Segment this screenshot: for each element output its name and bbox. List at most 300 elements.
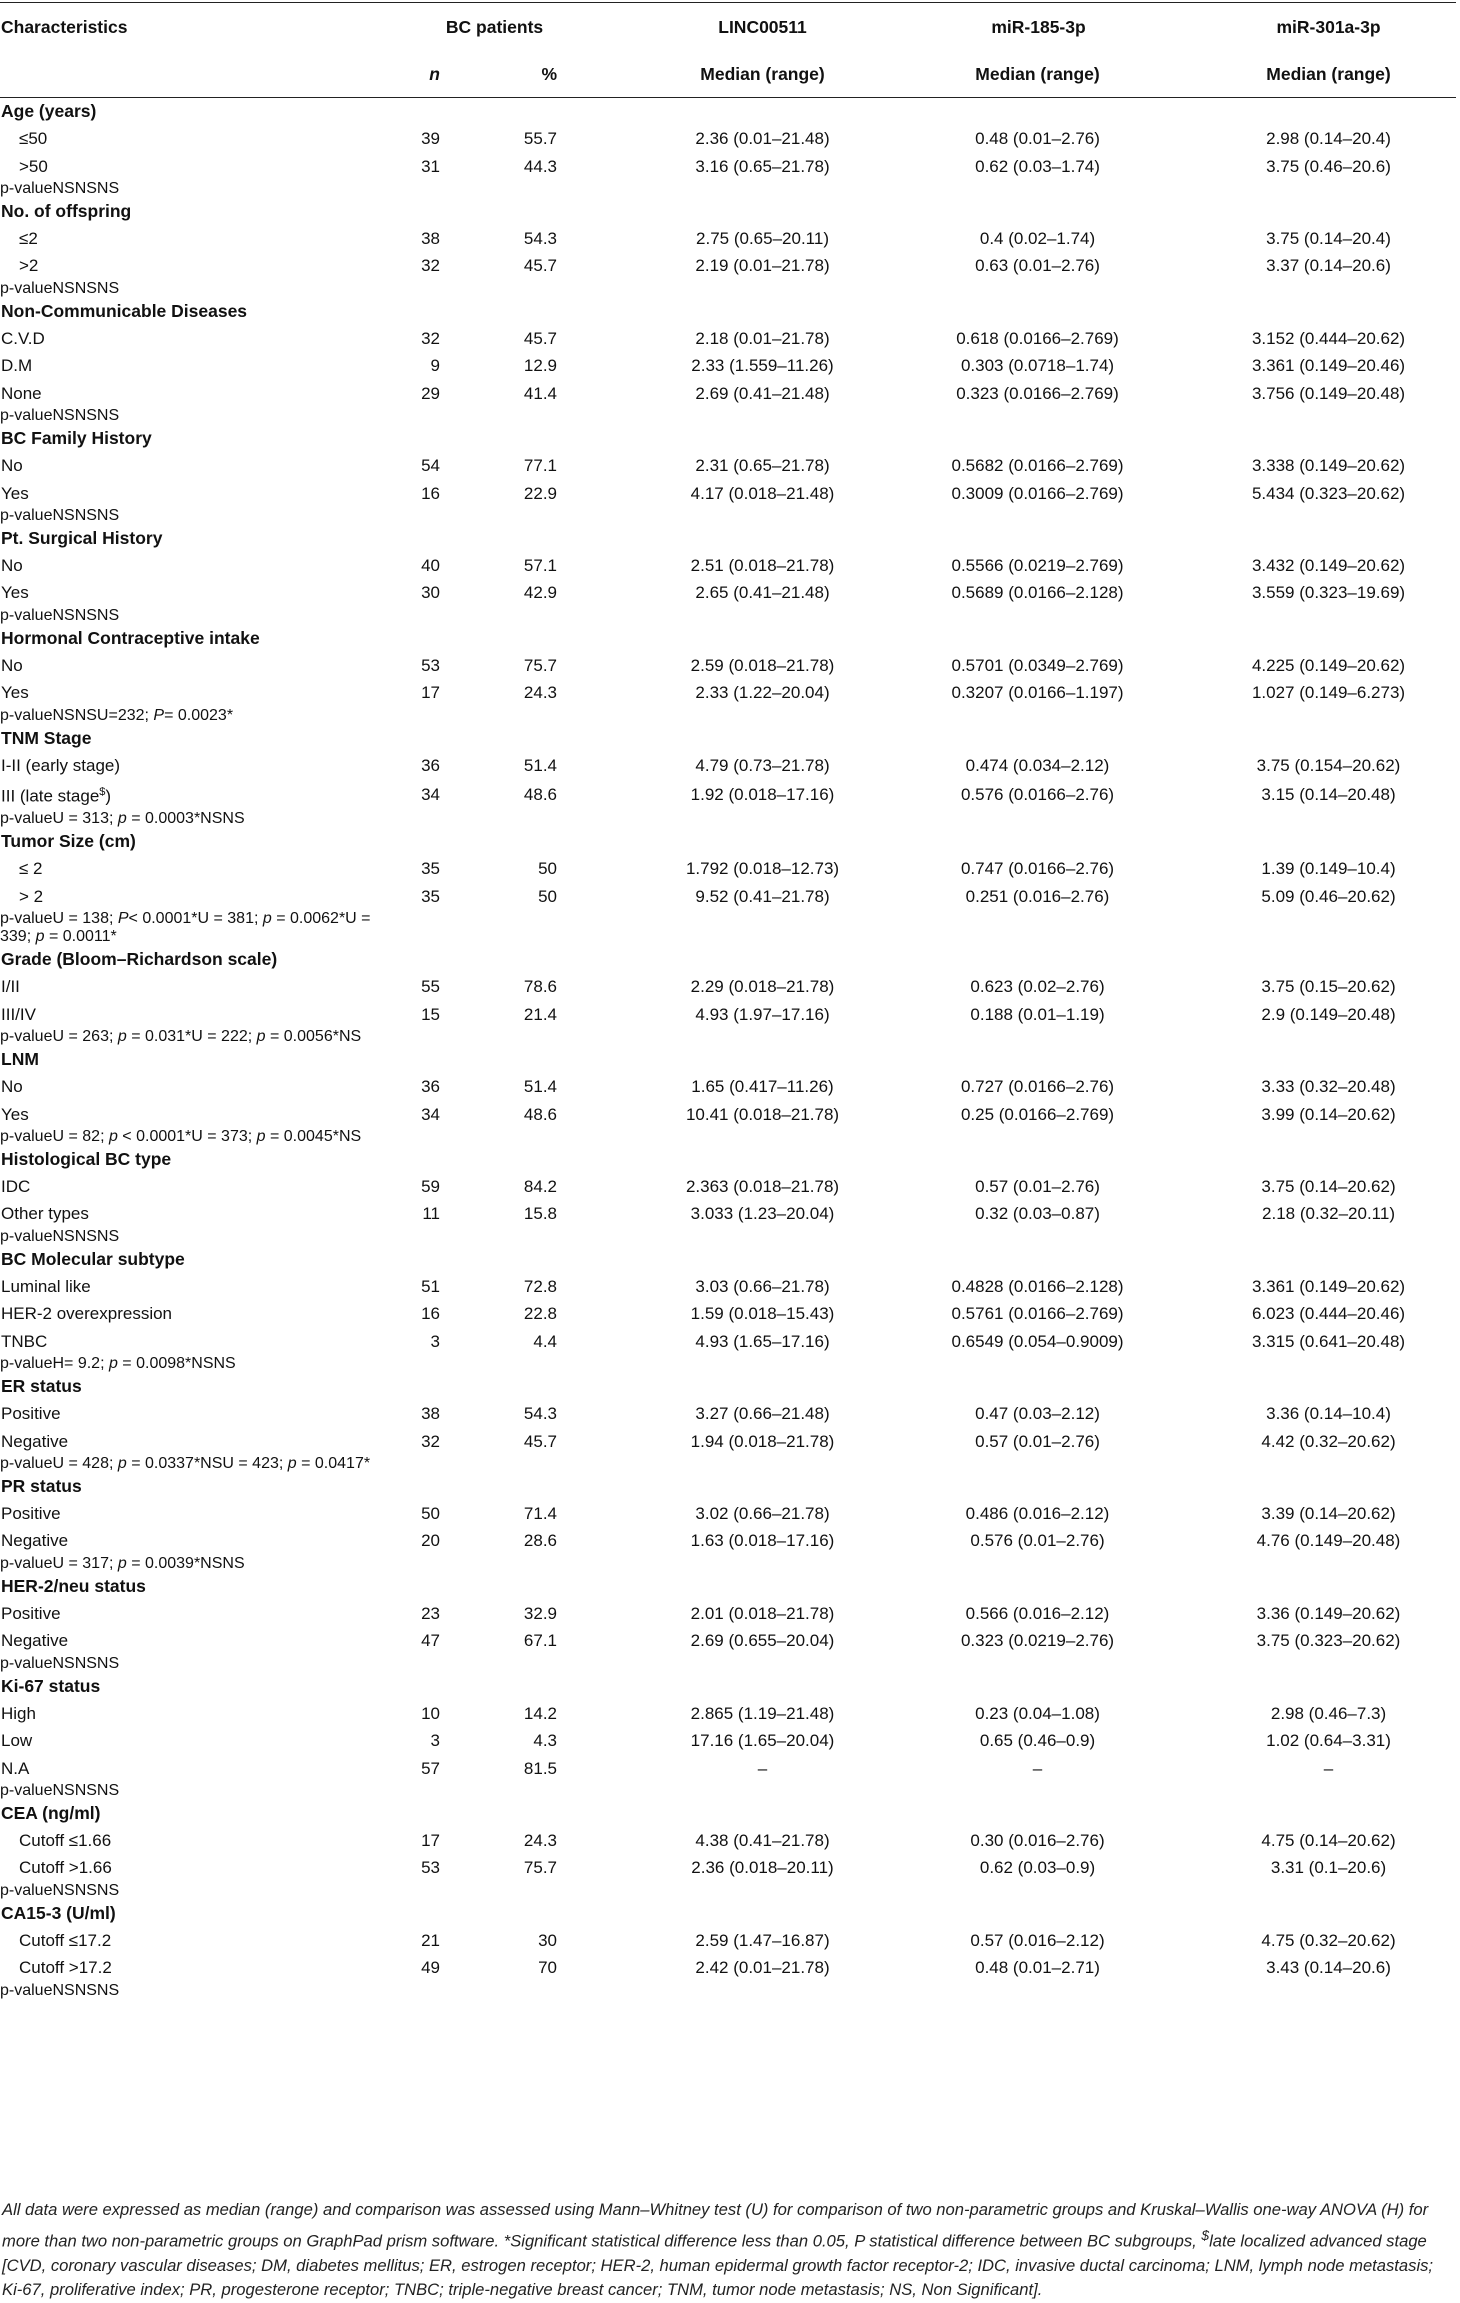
row-linc: 3.27 (0.66–21.48) <box>695 1404 830 1424</box>
table-row <box>0 1755 1456 1782</box>
row-n: 54 <box>421 456 440 476</box>
section-title: Tumor Size (cm) <box>1 831 136 852</box>
row-label: Negative <box>1 1531 69 1551</box>
row-label: Yes <box>1 583 29 603</box>
header-linc-median: Median (range) <box>595 51 910 98</box>
row-pct: 54.3 <box>523 1404 558 1424</box>
table-row <box>0 1001 1456 1028</box>
row-pct: 72.8 <box>523 1277 558 1297</box>
row-linc: 2.65 (0.41–21.48) <box>695 583 830 603</box>
row-linc: 3.16 (0.65–21.78) <box>695 156 830 176</box>
table-row <box>0 1600 1456 1627</box>
header-mir185 <box>910 3 1165 52</box>
header-row-2 <box>0 51 1456 98</box>
row-mir185: 0.48 (0.01–2.71) <box>975 1958 1100 1978</box>
header-mir301-median: Median (range) <box>1165 51 1456 98</box>
row-mir185: 0.62 (0.03–1.74) <box>975 156 1100 176</box>
table-body <box>0 98 1456 2000</box>
row-linc: 17.16 (1.65–20.04) <box>690 1731 835 1751</box>
row-mir185: 0.303 (0.0718–1.74) <box>960 356 1115 376</box>
row-linc: 4.93 (1.97–17.16) <box>695 1004 830 1024</box>
row-mir301: 3.756 (0.149–20.48) <box>1251 383 1406 403</box>
section-row <box>0 1146 1456 1173</box>
section-title: Grade (Bloom–Richardson scale) <box>1 949 278 970</box>
row-n: 21 <box>421 1930 440 1950</box>
table-row <box>0 380 1456 407</box>
row-pct: 22.8 <box>523 1304 558 1324</box>
row-mir301: 2.18 (0.32–20.11) <box>1262 1204 1395 1224</box>
section-row <box>0 98 1456 126</box>
row-label: Low <box>1 1731 33 1751</box>
row-pct: 54.3 <box>523 229 558 249</box>
row-label: Positive <box>1 1404 61 1424</box>
row-mir301: 3.36 (0.149–20.62) <box>1256 1604 1401 1624</box>
pvalue-row: p-valueNSNSNS <box>0 179 120 197</box>
row-n: 32 <box>421 256 440 276</box>
section-title: CEA (ng/ml) <box>1 1802 101 1823</box>
row-mir185: 0.6549 (0.054–0.9009) <box>951 1331 1124 1351</box>
row-mir301: 3.559 (0.323–19.69) <box>1251 583 1406 603</box>
row-label: > 2 <box>19 886 44 906</box>
section-title: PR status <box>1 1475 82 1496</box>
row-n: 53 <box>421 1858 440 1878</box>
row-pct: 67.1 <box>523 1631 558 1651</box>
row-mir185: 0.747 (0.0166–2.76) <box>960 859 1115 879</box>
row-label: I/II <box>1 977 20 997</box>
row-label: ≤2 <box>19 229 38 249</box>
pvalue-row: p-valueNSNSNS <box>0 406 120 424</box>
row-n: 15 <box>421 1004 440 1024</box>
row-label-text: III (late stage <box>1 786 100 806</box>
row-n: 55 <box>421 977 440 997</box>
row-label: Other types <box>1 1204 89 1224</box>
table-row <box>0 153 1456 180</box>
header-blank <box>0 51 375 98</box>
row-label: Positive <box>1 1504 61 1524</box>
row-pct: 55.7 <box>523 129 558 149</box>
row-linc: 4.17 (0.018–21.48) <box>690 483 835 503</box>
row-n: 59 <box>421 1177 440 1197</box>
pvalue-row: p-valueNSNSNS <box>0 1881 120 1899</box>
row-pct: 48.6 <box>523 785 558 805</box>
section-title: BC Molecular subtype <box>1 1248 185 1269</box>
row-n: 51 <box>421 1277 440 1297</box>
row-mir301: 3.31 (0.1–20.6) <box>1270 1858 1387 1878</box>
pvalue-row: p-valueU = 317; p = 0.0039*NSNS <box>0 1554 245 1572</box>
pvalue-row: p-valueNSNSNS <box>0 1981 120 1999</box>
table-row <box>0 883 1456 910</box>
row-label-after: ) <box>105 786 112 806</box>
row-linc: 2.18 (0.01–21.78) <box>695 329 830 349</box>
row-n: 16 <box>421 1304 440 1324</box>
row-mir185: 0.62 (0.03–0.9) <box>979 1858 1096 1878</box>
row-mir185: 0.188 (0.01–1.19) <box>970 1004 1105 1024</box>
row-mir301: 3.99 (0.14–20.62) <box>1261 1104 1396 1124</box>
row-linc: 4.79 (0.73–21.78) <box>695 755 830 775</box>
row-mir185: 0.323 (0.0166–2.769) <box>956 383 1119 403</box>
pvalue-row: p-valueNSNSNS <box>0 1654 120 1672</box>
row-mir301: 3.37 (0.14–20.6) <box>1266 256 1391 276</box>
row-mir185: 0.5682 (0.0166–2.769) <box>951 456 1124 476</box>
row-label: No <box>1 1077 23 1097</box>
table-row <box>0 679 1456 706</box>
row-pct: 50 <box>538 886 558 906</box>
row-mir301: 1.02 (0.64–3.31) <box>1266 1731 1391 1751</box>
row-pct: 51.4 <box>523 1077 558 1097</box>
table-row <box>0 552 1456 579</box>
table-row <box>0 1700 1456 1727</box>
row-n: 35 <box>421 859 440 879</box>
row-label: HER-2 overexpression <box>1 1304 173 1324</box>
section-row <box>0 625 1456 652</box>
row-linc: 2.33 (1.22–20.04) <box>695 683 830 703</box>
row-linc: 4.93 (1.65–17.16) <box>695 1331 830 1351</box>
row-mir185: 0.623 (0.02–2.76) <box>970 977 1105 997</box>
row-mir185: 0.32 (0.03–0.87) <box>975 1204 1100 1224</box>
table-row <box>0 973 1456 1000</box>
row-mir185: 0.57 (0.01–2.76) <box>975 1431 1100 1451</box>
row-mir185: 0.30 (0.016–2.76) <box>970 1831 1105 1851</box>
row-mir185: 0.4 (0.02–1.74) <box>979 229 1096 249</box>
header-pct: % <box>470 51 595 98</box>
row-pct: 45.7 <box>523 1431 558 1451</box>
footnote-part1: All data were expressed as median (range) and comparison was assessed using Mann–Whitney test (U) for comparison of two non-parametric groups and Kruskal–Wallis one-way ANOVA (H) for more than two non-parametric groups on GraphPad prism software. *Significant statistical difference less than 0.05, P statistical difference between BC subgroups, <box>2 2200 1429 2251</box>
row-linc: 3.02 (0.66–21.78) <box>695 1504 830 1524</box>
row-mir301: 5.09 (0.46–20.62) <box>1261 886 1396 906</box>
section-row <box>0 1573 1456 1600</box>
section-row <box>0 525 1456 552</box>
row-pct: 78.6 <box>523 977 558 997</box>
row-pct: 28.6 <box>523 1531 558 1551</box>
row-n: 31 <box>421 156 440 176</box>
row-linc: 1.63 (0.018–17.16) <box>690 1531 835 1551</box>
row-linc: 1.792 (0.018–12.73) <box>685 859 840 879</box>
row-mir185: 0.63 (0.01–2.76) <box>975 256 1100 276</box>
row-pct: 24.3 <box>523 1831 558 1851</box>
row-label: No <box>1 456 23 476</box>
row-label: Negative <box>1 1431 69 1451</box>
section-row <box>0 946 1456 973</box>
header-mir185-median: Median (range) <box>910 51 1165 98</box>
row-mir185: 0.4828 (0.0166–2.128) <box>951 1277 1124 1297</box>
row-pct: 45.7 <box>523 256 558 276</box>
row-linc: 3.033 (1.23–20.04) <box>690 1204 835 1224</box>
row-linc: 1.92 (0.018–17.16) <box>690 785 835 805</box>
row-mir185: 0.5689 (0.0166–2.128) <box>951 583 1124 603</box>
row-n: 34 <box>421 785 440 805</box>
pvalue-row: p-valueU = 428; p = 0.0337*NSU = 423; p = 0.0417* <box>0 1454 371 1472</box>
row-pct: 15.8 <box>523 1204 558 1224</box>
row-pct: 4.3 <box>533 1731 558 1751</box>
row-label: No <box>1 556 23 576</box>
pvalue-row: p-valueNSNSNS <box>0 606 120 624</box>
row-linc: 1.59 (0.018–15.43) <box>690 1304 835 1324</box>
section-title: TNM Stage <box>1 727 92 748</box>
row-n: 20 <box>421 1531 440 1551</box>
row-pct: 21.4 <box>523 1004 558 1024</box>
characteristics-table <box>0 2 1456 2000</box>
section-title: Non-Communicable Diseases <box>1 300 248 321</box>
section-title: CA15-3 (U/ml) <box>1 1902 116 1923</box>
row-label: C.V.D <box>1 329 45 349</box>
row-mir301: 3.39 (0.14–20.62) <box>1261 1504 1396 1524</box>
pvalue-row: p-valueU = 82; p < 0.0001*U = 373; p = 0.0045*NS <box>0 1127 362 1145</box>
section-row <box>0 425 1456 452</box>
row-label: Cutoff >1.66 <box>19 1858 112 1878</box>
row-n: 11 <box>422 1204 440 1224</box>
row-linc: 1.94 (0.018–21.78) <box>690 1431 835 1451</box>
table-row <box>0 325 1456 352</box>
table-row <box>0 1273 1456 1300</box>
row-mir301: 3.361 (0.149–20.46) <box>1251 356 1406 376</box>
row-mir185: 0.57 (0.01–2.76) <box>975 1177 1100 1197</box>
row-mir185: 0.5761 (0.0166–2.769) <box>951 1304 1124 1324</box>
row-label: ≤ 2 <box>19 859 43 879</box>
table-row <box>0 1073 1456 1100</box>
row-label: Positive <box>1 1604 61 1624</box>
table-row <box>0 1927 1456 1954</box>
row-pct: 70 <box>538 1958 558 1978</box>
table-row <box>0 1173 1456 1200</box>
row-label: >2 <box>19 256 39 276</box>
row-linc: 4.38 (0.41–21.78) <box>695 1831 830 1851</box>
row-n: 50 <box>421 1504 440 1524</box>
row-mir185: 0.576 (0.0166–2.76) <box>960 785 1115 805</box>
header-mir301 <box>1165 3 1456 52</box>
header-bc-patients-label: BC patients <box>445 17 544 37</box>
section-title: ER status <box>1 1375 82 1396</box>
row-n: 17 <box>421 683 440 703</box>
row-mir301: 3.361 (0.149–20.62) <box>1251 1277 1406 1297</box>
row-n: 36 <box>421 1077 440 1097</box>
row-n: 57 <box>421 1758 440 1778</box>
row-n: 30 <box>421 583 440 603</box>
row-linc: – <box>757 1758 768 1778</box>
row-n: 53 <box>421 656 440 676</box>
row-pct: 4.4 <box>533 1331 558 1351</box>
header-n: n <box>375 51 470 98</box>
row-pct: 24.3 <box>523 683 558 703</box>
row-mir301: 3.75 (0.14–20.4) <box>1266 229 1391 249</box>
table-row <box>0 1527 1456 1554</box>
section-title: BC Family History <box>1 427 152 448</box>
row-label: High <box>1 1703 36 1723</box>
row-linc: 9.52 (0.41–21.78) <box>695 886 830 906</box>
row-label: >50 <box>19 156 48 176</box>
row-mir185: 0.3009 (0.0166–2.769) <box>951 483 1124 503</box>
header-mir301-label: miR-301a-3p <box>1276 17 1381 37</box>
pvalue-row: p-valueU = 263; p = 0.031*U = 222; p = 0.0056*NS <box>0 1027 362 1045</box>
row-mir301: 3.75 (0.154–20.62) <box>1256 755 1401 775</box>
row-mir185: 0.251 (0.016–2.76) <box>965 886 1110 906</box>
header-mir185-label: miR-185-3p <box>991 17 1086 37</box>
row-mir301: 3.75 (0.14–20.62) <box>1261 1177 1396 1197</box>
row-mir301: 4.42 (0.32–20.62) <box>1261 1431 1396 1451</box>
row-linc: 2.19 (0.01–21.78) <box>695 256 830 276</box>
row-mir301: 3.36 (0.14–10.4) <box>1266 1404 1391 1424</box>
row-linc: 1.65 (0.417–11.26) <box>691 1077 834 1097</box>
row-mir185: 0.65 (0.46–0.9) <box>979 1731 1096 1751</box>
row-label: Cutoff >17.2 <box>19 1958 112 1978</box>
table-row <box>0 452 1456 479</box>
row-pct: 75.7 <box>523 656 558 676</box>
row-mir185: 0.618 (0.0166–2.769) <box>956 329 1119 349</box>
row-mir185: 0.576 (0.01–2.76) <box>970 1531 1105 1551</box>
row-mir185: 0.486 (0.016–2.12) <box>965 1504 1110 1524</box>
row-label: IDC <box>1 1177 31 1197</box>
row-pct: 44.3 <box>523 156 558 176</box>
row-mir185: 0.3207 (0.0166–1.197) <box>951 683 1124 703</box>
row-n: 39 <box>421 129 440 149</box>
section-row <box>0 198 1456 225</box>
table-row <box>0 652 1456 679</box>
table-row <box>0 225 1456 252</box>
row-label: Yes <box>1 483 29 503</box>
row-label: Cutoff ≤1.66 <box>19 1831 112 1851</box>
table-row <box>0 1400 1456 1427</box>
footnote-part2: late localized advanced stage [CVD, coronary vascular diseases; DM, diabetes mellitus; ER, estrogen receptor; HER-2, human epidermal growth factor receptor-2; IDC, invasive ductal carcinoma; LNM, lymph node metastasis; Ki-67, proliferative index; PR, progesterone receptor; TNBC; triple-negative breast cancer; TNM, tumor node metastasis; NS, Non Significant]. <box>2 2231 1434 2300</box>
row-label: Negative <box>1 1631 69 1651</box>
row-mir185: 0.5701 (0.0349–2.769) <box>951 656 1124 676</box>
header-characteristics: Characteristics <box>0 3 375 52</box>
row-linc: 2.31 (0.65–21.78) <box>695 456 830 476</box>
row-linc: 2.69 (0.655–20.04) <box>690 1631 835 1651</box>
table-row <box>0 1854 1456 1881</box>
row-label: ≤50 <box>19 129 48 149</box>
row-pct: 32.9 <box>523 1604 558 1624</box>
row-mir301: 3.15 (0.14–20.48) <box>1261 785 1396 805</box>
row-mir301: 3.75 (0.323–20.62) <box>1256 1631 1401 1651</box>
row-mir301: 2.98 (0.46–7.3) <box>1270 1703 1387 1723</box>
row-mir185: 0.566 (0.016–2.12) <box>965 1604 1110 1624</box>
row-mir185: 0.323 (0.0219–2.76) <box>960 1631 1115 1651</box>
row-label: None <box>1 383 42 403</box>
row-label: I-II (early stage) <box>1 755 121 775</box>
row-pct: 12.9 <box>523 356 558 376</box>
row-pct: 71.4 <box>523 1504 558 1524</box>
row-pct: 30 <box>538 1930 558 1950</box>
row-linc: 2.42 (0.01–21.78) <box>695 1958 830 1978</box>
table-row <box>0 1954 1456 1981</box>
table-row <box>0 1300 1456 1327</box>
row-mir301: 4.75 (0.14–20.62) <box>1261 1831 1396 1851</box>
section-title: HER-2/neu status <box>1 1575 146 1596</box>
header-bc-patients <box>375 3 595 52</box>
row-linc: 10.41 (0.018–21.78) <box>685 1104 840 1124</box>
table-row <box>0 855 1456 882</box>
row-pct: 57.1 <box>523 556 558 576</box>
table-row <box>0 125 1456 152</box>
header-linc-label: LINC00511 <box>718 17 807 37</box>
row-mir185: 0.48 (0.01–2.76) <box>975 129 1100 149</box>
section-row <box>0 828 1456 855</box>
row-mir185: – <box>1032 1758 1043 1778</box>
row-mir301: 3.338 (0.149–20.62) <box>1251 456 1406 476</box>
row-n: 29 <box>421 383 440 403</box>
table-row <box>0 579 1456 606</box>
row-mir301: 3.75 (0.15–20.62) <box>1261 977 1396 997</box>
row-n: 35 <box>421 886 440 906</box>
row-pct: 22.9 <box>523 483 558 503</box>
row-n: 34 <box>421 1104 440 1124</box>
row-label: Yes <box>1 1104 29 1124</box>
row-pct: 51.4 <box>523 755 558 775</box>
row-pct: 41.4 <box>523 383 558 403</box>
row-linc: 2.01 (0.018–21.78) <box>690 1604 835 1624</box>
section-row <box>0 298 1456 325</box>
row-mir301: 3.43 (0.14–20.6) <box>1266 1958 1391 1978</box>
table-row <box>0 1200 1456 1227</box>
row-mir301: 3.75 (0.46–20.6) <box>1266 156 1391 176</box>
row-label: No <box>1 656 23 676</box>
row-label: N.A <box>1 1758 30 1778</box>
pvalue-row: p-valueNSNSU=232; P= 0.0023* <box>0 706 234 724</box>
row-mir301: 3.315 (0.641–20.48) <box>1251 1331 1406 1351</box>
row-label-sup: $ <box>99 786 106 799</box>
row-linc: 2.363 (0.018–21.78) <box>685 1177 840 1197</box>
pvalue-row: p-valueNSNSNS <box>0 1227 120 1245</box>
row-label: III/IV <box>1 1004 36 1024</box>
section-row <box>0 1046 1456 1073</box>
header-row-1 <box>0 3 1456 52</box>
row-n: 3 <box>430 1331 440 1351</box>
row-n: 38 <box>421 1404 440 1424</box>
table-row <box>0 1827 1456 1854</box>
row-label: Luminal like <box>1 1277 91 1297</box>
table-row <box>0 1428 1456 1455</box>
row-pct: 14.2 <box>523 1703 558 1723</box>
pvalue-row: p-valueNSNSNS <box>0 1781 120 1799</box>
row-n: 23 <box>421 1604 440 1624</box>
row-n: 38 <box>421 229 440 249</box>
row-mir301: 1.39 (0.149–10.4) <box>1261 859 1396 879</box>
row-mir301: 3.152 (0.444–20.62) <box>1251 329 1406 349</box>
row-n: 16 <box>421 483 440 503</box>
row-linc: 2.75 (0.65–20.11) <box>696 229 829 249</box>
row-n: 47 <box>421 1631 440 1651</box>
row-pct: 48.6 <box>523 1104 558 1124</box>
section-row <box>0 1373 1456 1400</box>
row-mir301: 5.434 (0.323–20.62) <box>1251 483 1406 503</box>
row-mir301: 3.432 (0.149–20.62) <box>1251 556 1406 576</box>
section-title: Histological BC type <box>1 1148 172 1169</box>
table-row <box>0 779 1456 810</box>
section-row <box>0 1800 1456 1827</box>
row-n: 9 <box>430 356 440 376</box>
row-pct: 75.7 <box>523 1858 558 1878</box>
row-n: 3 <box>430 1731 440 1751</box>
row-mir301: – <box>1323 1758 1334 1778</box>
row-label: TNBC <box>1 1331 48 1351</box>
section-title: Hormonal Contraceptive intake <box>1 627 260 648</box>
row-mir185: 0.57 (0.016–2.12) <box>970 1930 1105 1950</box>
row-mir185: 0.474 (0.034–2.12) <box>965 755 1110 775</box>
row-n: 40 <box>421 556 440 576</box>
row-mir185: 0.47 (0.03–2.12) <box>975 1404 1100 1424</box>
row-n: 32 <box>421 1431 440 1451</box>
table-row <box>0 1727 1456 1754</box>
pvalue-row: p-valueU = 313; p = 0.0003*NSNS <box>0 810 245 828</box>
table-row <box>0 1101 1456 1128</box>
row-pct: 77.1 <box>523 456 558 476</box>
row-pct: 50 <box>538 859 558 879</box>
row-linc: 2.865 (1.19–21.48) <box>690 1703 835 1723</box>
pvalue-row: p-valueNSNSNS <box>0 506 120 524</box>
row-linc: 2.33 (1.559–11.26) <box>691 356 834 376</box>
row-linc: 2.69 (0.41–21.48) <box>695 383 830 403</box>
row-pct: 84.2 <box>523 1177 558 1197</box>
section-row <box>0 1900 1456 1927</box>
